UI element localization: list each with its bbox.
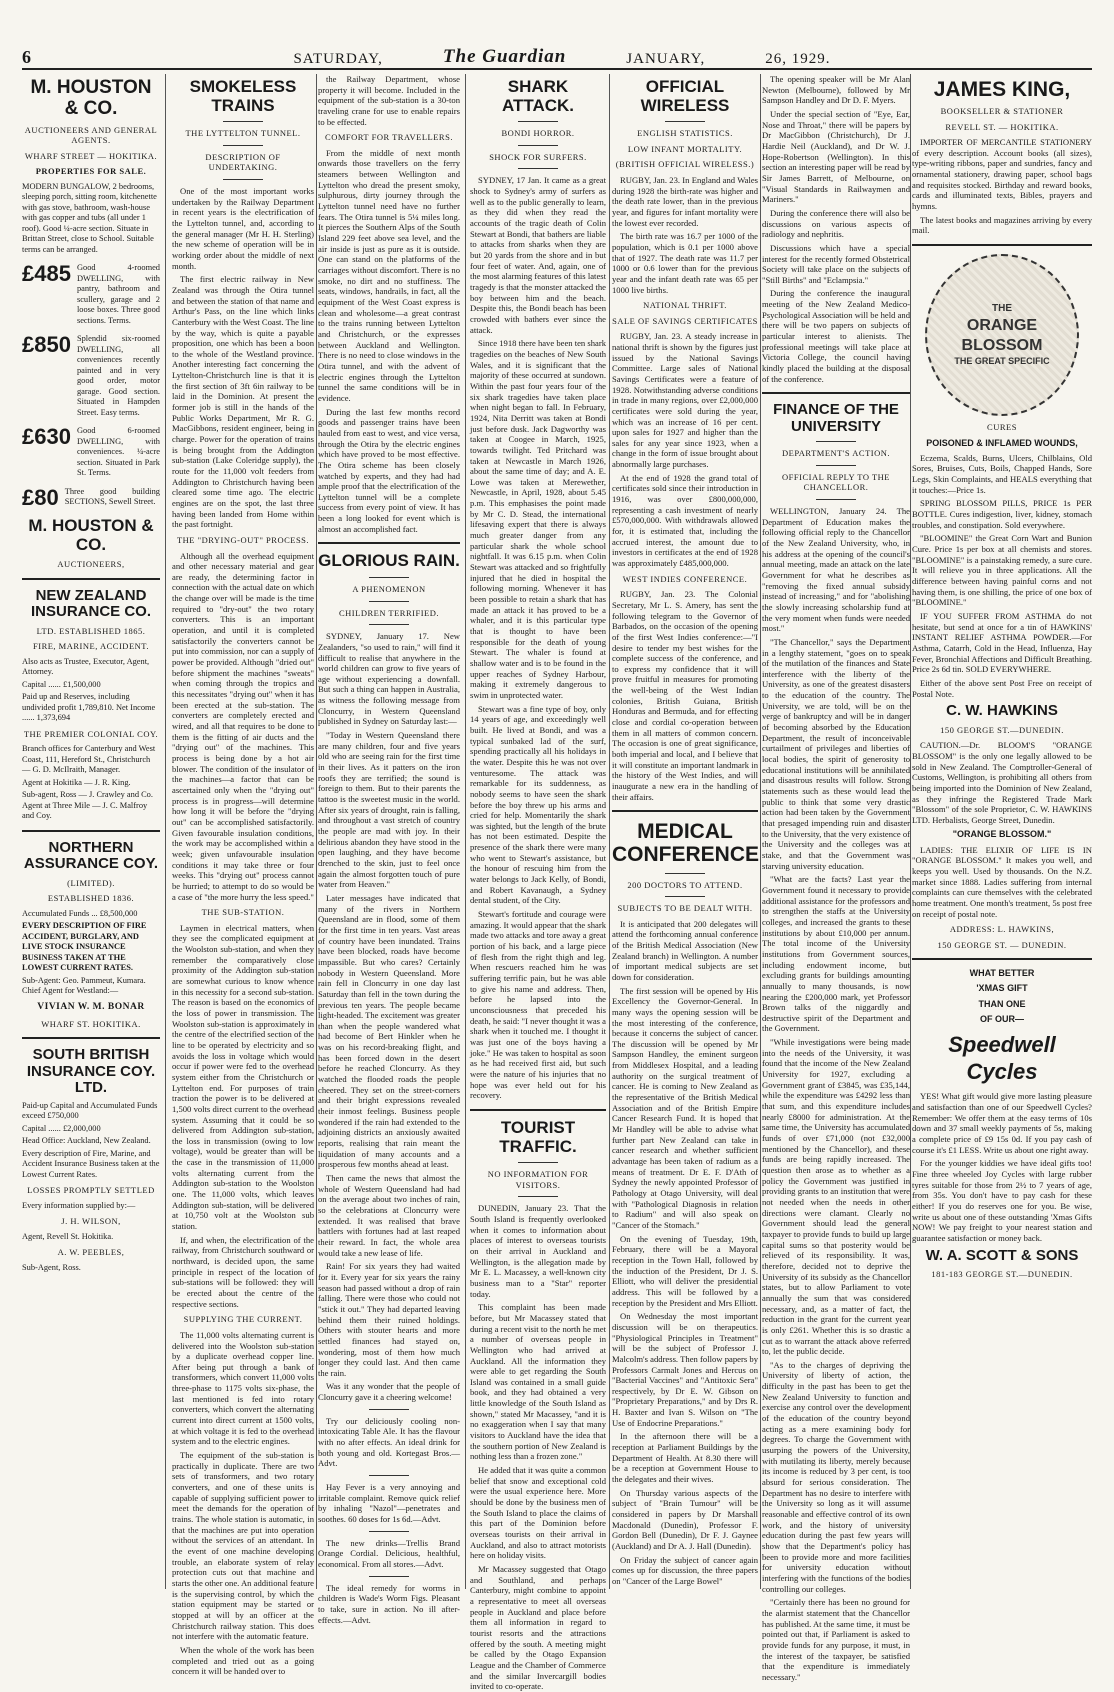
ad-gift-line: WHAT BETTER: [969, 968, 1035, 979]
article-paragraph: WELLINGTON, January 24. The Department of Education makes the following official reply to the Chancellor of the New Zealand University, who, in his address at the opening of the council's annual meeting, made an attack on the late Government for what he describes as "removing the fixed annual subsidy instead of increasing," and for "abolishing the slowly increasing scholarship fund at the very moment when funds were needed most.": [762, 505, 910, 634]
article-subhead: 200 DOCTORS TO ATTEND.: [627, 879, 743, 890]
article-paragraph: From the middle of next month onwards those travellers on the ferry steamers between Wellington and Lyttelton who dread the present smoky, sulphurous, dirty journey through the Lyttelton tunnel need have no further fears. The Otira tunnel is 5¼ miles long. It pierces the Southern Alps of the South Island 229 feet above sea level, and the air inside is just as pure as it is outside. One can stand on the platforms of the carriages without discomfort. There is no smoke, no dirt and no stuffiness. The seats, windows, handrails, in fact, all the equipment of the West Coast express is clean and wholesome—a great contrast to the trains running between Lyttelton and Christchurch, or the expresses between Auckland and Wellington. There is no need to close windows in the Otira tunnel, and with the advent of electric engines through the Lyttelton tunnel the same conditions will be in evidence.: [318, 147, 460, 403]
ad-nz-insurance-agent: Agent at Hokitika — J. R. King.: [22, 777, 131, 787]
logo-text-bottom: THE GREAT SPECIFIC: [954, 355, 1050, 366]
article-paragraph: During the last few months record goods and passenger trains have been hauled from east to west, and vice versa, through the Otira by the electric engines which have proved to be most effective. The Otira scheme has been closely watched by experts, and they had had ample proof that the electrification of the Lyttelton tunnel will be a complete success from every point of view. It has been a long looked for event which is almost an accomplished fact.: [318, 406, 460, 534]
column-divider: [760, 74, 761, 1589]
ad-address: 150 GEORGE ST. — DUNEDIN.: [937, 939, 1067, 950]
article-paragraph: Under the special section of "Eye, Ear, Nose and Throat," there will be papers by Dr MacGibbon (Christchurch), Dr J. Hardie Neil (Auckland), and Dr W. J. Hope-Robertson (Wellington). In this section an interesting paper will be read by Sir James Barrett, of Melbourne, on "Visual Standards in Railwaymen and Mariners.": [762, 108, 910, 205]
ad-james-king-title: JAMES KING,: [933, 78, 1071, 101]
ad-property-80: [22, 484, 160, 510]
article-paragraph: Was it any wonder that the people of Cloncurry gave it a cheering welcome!: [318, 1381, 460, 1403]
article-title: OFFICIAL WIRELESS: [640, 77, 730, 115]
ad-nz-insurance-branch: Branch offices for Canterbury and West Coast, 111, Hereford St., Christchurch — G. D. McIlraith, Manager.: [22, 744, 156, 775]
article-paragraph: The first electric railway in New Zealand was through the Otira tunnel and between the station of that name and Arthur's Pass, on the line which links Canterbury with the West Coast. The line by the way, which is quite a payable proposition, one which has been a boon to the whole of the Westland province. Another interesting fact concerning the Lyttelton-Christchurch line is that it is the first section of 3ft 6in railway to be laid in the Dominion. At present the former job is still in the hands of the Public Works Department, Mr R. G. MacGibbons, resident engineer, being in charge. Power for the operation of trains is being brought from the Addington sub-station (Lake Coleridge supply), the route for the 11,000 volt feeders from Addington to Christchurch having been cleared some time ago. The electric engines are on the spot, the last three having been landed from Home within the past fortnight.: [172, 274, 314, 530]
article-paragraph: SYDNEY, 17 Jan. It came as a great shock to Sydney's army of surfers as well as to the public generally to learn, as they did when they read the accounts of the tragic death of Colin Stewart at Bondi, that bathers are liable to attacks from sharks when they are but 20 yards from the shore and in but four feet of water. And, again, one of the most alarming features of this latest tragedy is that the monster attacked the boy between him and the beach. Despite this, the Bondi beach has been crowded with bathers ever since the attack.: [470, 175, 606, 335]
ad-speedwell-title: Speedwell Cycles: [948, 1031, 1056, 1085]
price-630-text: Good 6-roomed DWELLING, with conveniences. ¼-acre section. Situated in Park St. Terms.: [76, 426, 160, 478]
article-paragraph: The 11,000 volts alternating current is delivered into the Woolston sub-station by a duplicate overhead copper line. After being put through a bank of transformers, which convert 11,000 volts three-phase to 1175 volts six-phase, the last mentioned is fed into rotary converters, which convert the alternating current into direct current at 1500 volts, at which voltage it is fed to the overhead system and to the electric engines.: [172, 1329, 314, 1447]
ad-northern-est: ESTABLISHED 1836.: [47, 893, 135, 904]
ad-northern-agent: VIVIAN W. M. BONAR: [37, 1001, 145, 1012]
article-paragraph: Stewart was a fine type of boy, only 14 years of age, and exceedingly well built. He lived at Bondi, and was a typical sunbaked lad of the surf, spending practically all his holidays in the water. Despite this he was not over venturesome. The attack was remarkable for its suddenness, as nobody seems to have seen the shark before the boy threw up his arms and cried for help. Momentarily the shark was sighted, but the length of the brute has not been estimated. Despite the presence of the shark there were many who went to Stewart's assistance, but the honour of rescuing him from the water belongs to Jack Kelly, of Bondi, and Robert Kavanaugh, a Sydney dental student, of the City.: [470, 703, 606, 906]
article-paragraph: Rain! For six years they had waited for it. Every year for six years the rainy season had passed without a drop of rain falling. There were those who could not "stick it out." They had departed leaving behind them their ruined holdings. Others with stouter hearts and more settled finances had stayed on, wondering, most of them how much longer they could last. And then came the rain.: [318, 1261, 460, 1378]
advert-paragraph: The ideal remedy for worms in children is Wade's Worm Figs. Pleasant to take, sure in action. No ill after-effects.—Advt.: [318, 1582, 460, 1625]
ad-property-850: [22, 334, 160, 418]
ad-address-label: ADDRESS: L. HAWKINS,: [949, 924, 1055, 935]
ad-south-british-losses: LOSSES PROMPTLY SETTLED: [27, 1185, 155, 1196]
ad-scott-title: W. A. SCOTT & SONS: [925, 1246, 1079, 1264]
price-630: £630: [22, 424, 71, 450]
article-paragraph: The equipment of the sub-station is practically in duplicate. There are two sets of transformers, and two rotary converters, and one of these units is capable of supplying sufficient power to meet the demands for the operation of trains. The whole station is automatic, in that the machines are put into operation without the services of an attendant. In the event of one machine developing trouble, an elaborate system of relay protection cuts out that machine and starts the other one. An additional feature is the supervising control, by which the station equipment may be started or stopped at will by an officer at the Christchurch railway station. This does not interfere with the automatic feature.: [172, 1450, 314, 1642]
ad-james-king-address: REVELL ST. — HOKITIKA.: [945, 121, 1059, 132]
column-divider: [316, 74, 317, 1589]
ad-nz-insurance-premier: THE PREMIER COLONIAL COY.: [23, 728, 159, 739]
ad-ladies-text: LADIES: THE ELIXIR OF LIFE IS IN "ORANGE BLOSSOM." It makes you well, and keeps you well. Used by thousands. On the N.Z. market since 1888. Ladies suffering from internal complaints can cure themselves with the celebrated home treatment. One month's treatment, 5s post free on receipt of postal note.: [912, 844, 1092, 919]
article-subhead: (BRITISH OFFICIAL WIRELESS.): [615, 159, 755, 170]
price-485: £485: [22, 261, 71, 287]
ad-james-king-text: The latest books and magazines arriving by every mail.: [912, 214, 1092, 236]
article-paragraph: RUGBY, Jan. 23. The Colonial Secretary, Mr L. S. Amery, has sent the following telegram to the Governor of Barbados, on the occasion of the opening of the first West Indies conference:—"I desire to tender my best wishes for the complete success of the conference, and to express my confidence that it will prove fruitful in measures for promoting the well-being of the West Indian colonies, British Guiana, British Honduras and Bermuda, and for effecting close and cordial co-operation between them in all matters of common concern. The occasion is one of great significance, both imperial and local, and I believe that it will constitute an important landmark in the history of the West Indies, and will inaugurate a new era in the handling of their affairs.: [612, 589, 758, 802]
advert-paragraph: The new drinks—Trellis Brand Orange Cordial. Delicious, healthful, economical. From all stores.—Advt.: [318, 1537, 460, 1569]
price-850: £850: [22, 332, 71, 358]
ad-south-british-info: Every information supplied by:—: [22, 1200, 136, 1210]
article-paragraph: "As to the charges of depriving the University of liberty of action, the difficulty in the past has been to get the New Zealand University to function and exercise any control over the development of the education of the country beyond acting as a mere examining body for degrees. To charge the Government with usurping the powers of the University, with mutilating its liberty, merely because its income is reduced by 3 per cent, is too absurd for serious consideration. The Department has no desire to interfere with the University so long as it will assume reasonable and effective control of its own work, and the history of university education during the past few years will show that the Department's policy has been to provide more and more facilities for university education without interfering with the functions of the bodies controlling our colleges.: [762, 1359, 910, 1594]
article-paragraph: He added that it was quite a common belief that snow and exceptional cold were the usual experience here. More should be done by the business men of the South Island to place the claims of this part of the Dominion before overseas tourists on their arrival in Auckland, and also to attract motorists here on holiday visits.: [470, 1465, 606, 1561]
ad-northern-ltd: (LIMITED).: [67, 877, 115, 888]
article-subhead: BONDI HORROR.: [501, 128, 575, 139]
ad-south-british-office: Head Office: Auckland, New Zealand.: [22, 1136, 151, 1146]
ad-northern-funds: Accumulated Funds ... £8,500,000: [22, 908, 138, 918]
ad-hawkins-address: 150 GEORGE ST.—DUNEDIN.: [940, 724, 1064, 735]
article-paragraph: RUGBY, Jan. 23. In England and Wales during 1928 the birth-rate was higher and the death rate lower, than in the previous year, and figures for infant mortality were the lowest ever recorded.: [612, 174, 758, 228]
article-subhead: THE SUB-STATION.: [201, 907, 285, 918]
masthead-month: JANUARY,: [626, 51, 706, 67]
logo-text-main: ORANGE BLOSSOM: [961, 316, 1043, 354]
article-paragraph: Mr Macassey suggested that Otago and Southland, and perhaps Canterbury, might combine to appoint a representative to meet all overseas people in Auckland and place before them all information in regard to tourist resorts and the attractions offered by the south. A meeting might be called by the Otago Expansion League and the Chamber of Commerce and the similar Invercargill bodies invited to co-operate.: [470, 1563, 606, 1692]
ad-gift-line: THAN ONE: [978, 998, 1026, 1009]
article-subhead: COMFORT FOR TRAVELLERS.: [325, 132, 453, 143]
ad-houston-address: WHARF STREET — HOKITIKA.: [24, 150, 158, 161]
ad-nz-insurance-est: LTD. ESTABLISHED 1865.: [36, 625, 146, 636]
masthead-date: 26, 1929.: [765, 51, 831, 67]
ad-northern-address: WHARF ST. HOKITIKA.: [41, 1018, 141, 1029]
ad-south-british-desc: Every description of Fire, Marine, and Accident Insurance Business taken at the Lowest Current Rates.: [22, 1148, 160, 1179]
article-university-finance-column: [762, 74, 910, 1682]
column-divider: [165, 74, 166, 1589]
ad-houston-title: M. HOUSTON & CO.: [30, 77, 152, 119]
ad-south-british-agent1-loc: Agent, Revell St. Hokitika.: [22, 1231, 114, 1241]
ad-property-630: [22, 426, 160, 479]
ad-property-1: MODERN BUNGALOW, 2 bedrooms, sleeping porch, sitting room, kitchenette with gas stove, bathroom, wash-house with gas copper and tubs (all under 1 roof). Good ¼-acre section. Situate in Brittan Street, close to School. Suitable terms can be arranged.: [22, 181, 157, 254]
article-subhead: SHOCK FOR SURFERS.: [489, 151, 587, 162]
article-paragraph: Although all the overhead equipment and other necessary material and gear are ready, the determining factor in connection with the actual date on which the change over will be made is the time required to "dry-out" the two rotary converters. This is an important operation, and until it is completed satisfactorily the converters cannot be put into commission, nor can a supply of power be provided. Although "dried out" before shipment the machines "sweats" when coming through the tropics and this necessitates "drying out" when it has been erected at the sub-station. The converters are completely erected and wired, and all that requires to be done to them is the fitting of air ducts and the "drying out" of the machines. This process is being done by a hot air blower. The condition of the insulator of the machines—a factor that can be ascertained only when the "drying out" process is in progress—will determine how long it will be before the "drying out" can be accomplished satisfactorily. Given favourable insulation conditions, the work may be accomplished within a week; given unfavourable insulation conditions it may take three or four weeks. This "drying out" process cannot be hurried; to attempt to do so would be a case of "the more hurry the less speed.": [172, 550, 314, 902]
article-paragraph: On Thursday various aspects of the subject of "Brain Tumour" will be considered in papers by Dr Marshall Macdonald (Dunedin), Professor F. Gordon Bell (Dunedin), Dr F. J. Gaynee (Auckland) and Dr A. J. Hall (Dunedin).: [612, 1487, 758, 1551]
article-subhead: SALE OF SAVINGS CERTIFICATES: [612, 315, 758, 326]
article-subhead: NO INFORMATION FOR VISITORS.: [487, 1169, 589, 1190]
article-paragraph: Later messages have indicated that many of the rivers in Northern Queensland are in flood, some of them for the first time in ten years. Vast areas of country have been inundated. Trains have been blocked, roads have become impassible. But who cares? Certainly nobody in Western Queensland. More rain fell in Cloncurry in one day last Saturday than fell in the town during the previous ten years. The people became light-headed. The excitement was greater than when the people wandered what had become of Bert Hinkler when he was on his record-breaking flight, and has been forced down in the desert before he reached Cloncurry. As they watched the flooded roads the people cheered. They set on the street-corners and their bright expressions revealed their inmost feelings. Business people wondered if the rain had extended to the adjoining districts an anxiously awaited reports, realising that rain meant the liquidation of many accounts and a prosperous few months ahead at least.: [318, 892, 460, 1170]
article-title: SHARK ATTACK.: [501, 77, 575, 115]
article-paragraph: This complaint has been made before, but Mr Macassey stated that during a recent visit to the north he met a number of overseas people in Wellington who had arrived at Auckland. All the information they were able to get regarding the South Island was contained in a small guide book, and they had obtained a very little knowledge of the South Island as shown," stated Mr Macassey, "and it is no exaggeration when I say that many visitors to Auckland have the idea that the southern portion of New Zealand is nothing less than a frozen zone.": [470, 1302, 606, 1462]
ad-nz-insurance-also: Also acts as Trustee, Executor, Agent, Attorney.: [22, 656, 150, 677]
article-paragraph: During the conference there will also be discussions on various aspects of radiology and nephritis.: [762, 207, 910, 240]
ad-south-british-agent1: J. H. WILSON,: [61, 1216, 121, 1227]
ad-bloomine-text: "BLOOMINE" the Great Corn Wart and Bunion Cure. Price 1s per box at all chemists and stores. "BLOOMINE" is a painstaking remedy, a sure cure. It will relieve you in three applications. All the difference between having painful corns and not having them, is one shilling, the price of one box of "BLOOMINE.": [912, 533, 1092, 608]
article-subhead: LOW INFANT MORTALITY.: [627, 143, 743, 154]
ad-james-king-text: IMPORTER OF MERCANTILE STATIONERY of every description. Account books (all sizes), type-writing ribbons, paper and sundries, fancy and ornamental stationery, drawing paper, school bags and requisites stocked. Birthday and reward books, cards and illuminated texts, Bibles, prayers and hymns.: [912, 137, 1092, 212]
article-paragraph: Stewart's fortitude and courage were amazing. It would appear that the shark made two attacks and tore away a great portion of his back, and a large piece of flesh from the right thigh and leg. When rescuers reached him he was suffering terrific pain, but he was able to give his name and address. Then, before he lapsed into the unconsciousness that preceded his death, he said: "I never thought it was a shark when it touched me. I thought it was just one of the boys having a joke." He was taken to hospital as soon as he had received first aid, but such were the nature of his injuries that no hope was ever held out for his recovery.: [470, 909, 606, 1101]
article-subhead: DEPARTMENT'S ACTION.: [782, 448, 890, 459]
column-shop-ads: [912, 74, 1092, 1589]
article-glorious-rain-column: [318, 74, 460, 1625]
article-paragraph: "While investigations were being made into the needs of the University, it was found that the income of the New Zealand University for 1927, excluding a Government grant of £3845, was £35,144, while the expenditure was £4292 less than that sum, and this expenditure includes nearly £8000 for administration. At the same time, the University has accumulated funds of over £71,000 (not £32,000 mentioned by the Chancellor), and these funds are being rapidly increased. The question then arose as to whether as a policy the Government was justified in providing grants to an institution that were not needed when the needs in other directions were clamant. Clearly no Government should lead the general taxpayer to provide funds to build up large capital sums so that posterity would be relieved of its responsibility. It was, therefore, decided not to deprive the University of its subsidy as the Chancellor states, but to allow Parliament to vote annually the sum that was considered necessary, and, as a matter of fact, the reduction in the grant for the current year is only £261. Whether this is so drastic a cut as to warrant the attack above referred to, let the public decide.: [762, 1037, 910, 1357]
ad-property-485: [22, 263, 160, 326]
ad-cures: CURES: [987, 422, 1017, 433]
advert-paragraph: Hay Fever is a very annoying and irritable complaint. Remove quick relief by inhaling "Nazol"—penetrates and soothes. 60 doses for 1s 6d.—Advt.: [318, 1482, 460, 1525]
article-subhead: SUPPLYING THE CURRENT.: [183, 1314, 303, 1325]
logo-text-top: THE: [992, 303, 1012, 315]
article-paragraph: Then came the news that almost the whole of Western Queensland had had on the average about two inches of rain, so the celebrations at Cloncurry were extended. It was realised that brave battlers with fortunes had at last reaped their reward. In fact, the whole area would take a new lease of life.: [318, 1173, 460, 1258]
column-divider: [465, 74, 466, 1589]
ad-south-british-capital: Capital ...... £2,000,000: [22, 1123, 101, 1133]
column-houston-ads: [22, 74, 160, 1589]
masthead-day: SATURDAY,: [293, 51, 383, 67]
ad-nz-insurance-capital: Capital ...... £1,500,000: [22, 679, 101, 689]
ad-properties-head: PROPERTIES FOR SALE.: [35, 166, 147, 177]
price-850-text: Splendid six-roomed DWELLING, all conveniences recently painted and in very good order, motor garage. Good section. Situated in Hampden Street. Easy terms.: [76, 334, 160, 417]
ad-speedwell-text: For the younger kiddies we have ideal gifts too! Fine three wheeled Joy Cycles with large rubber tyres suitable for those from 2½ to 7 years of age, from 35s. You don't have to pay cash for these either! If you do reserves one for you. Be wise, write us about one of these outstanding 'Xmas Gifts NOW! We pay freight to your nearest station and guarantee satisfaction or money back.: [912, 1158, 1092, 1243]
article-paragraph: In the afternoon there will be a reception at Parliament Buildings by the Department of Health. At 8.30 there will be a reception at Government House to the delegates and their wives.: [612, 1431, 758, 1485]
ad-speedwell-text: YES! What gift would give more lasting pleasure and satisfaction than one of our Speedwell Cycles? Remember: We offer them at the easy terms of 10s down and 37 small weekly payments of 5s, making a complete price of £9 15s 0d. If you pay cash of course it's £1 LESS. Write us about one right away.: [912, 1091, 1092, 1155]
price-80-text: Three good building SECTIONS, Sewell Street.: [64, 486, 160, 507]
ad-caution-text: CAUTION.—Dr. BLOOM'S "ORANGE BLOSSOM" is the only one legally allowed to be sold in New Zealand. The Comptroller-General of Customs, Wellington, is prohibiting all others from being imported into the Dominion of New Zealand, as they infringe the Registered Trade Mark "Blossom" of the sole Proprietor, C. W. HAWKINS LTD. Herbalists, George Street, Dunedin.: [912, 740, 1092, 825]
article-paragraph: It is anticipated that 200 delegates will attend the forthcoming annual conference of the British Medical Association (New Zealand branch) in Wellington. A number of important medical subjects are set down for consideration.: [612, 918, 758, 982]
price-80: £80: [22, 484, 59, 510]
ad-south-british-paid: Paid-up Capital and Accumulated Funds exceed £750,000: [22, 1100, 158, 1121]
article-paragraph: Since 1918 there have been ten shark tragedies on the beaches of New South Wales, and it is significant that the majority of these occurred at sundown. Within the past four years four of the six shark tragedies have taken place when night began to fall. In February, 1924, Nita Derritt was taken at Bondi just before dusk. Jack Dagworthy was taken at Coogee in March, 1925, towards twilight. Ted Pritchard was taken at Newcastle in March 1926, about the same time of day; and A. E. Lowe was taken at Merewether, Newcastle, in April, 1928, about 5.45 p.m. This emphasises the point made by Mr C. D. Stead, the international lifesaving expert that there is always much greater danger from any particular shark the whole school nightfall. It was 6.15 p.m. when Colin Stewart was attacked and so frightfully injured that he died in hospital the following morning. Whenever it has been possible to retain a shark that has made an attack it has proved to be a whaler, and it is this particular type that is thought to have been responsible for the death of young Stewart. The whaler is found at shallow water and is to be found in the upper reaches of Sydney Harbour, making it extremely dangerous to swim in unprotected water.: [470, 338, 606, 700]
advert-paragraph: Try our deliciously cooling non-intoxicating Table Ale. It has the flavour with no after effects. An ideal drink for both young and old. Kortegast Bros.—Advt.: [318, 1415, 460, 1469]
ad-james-king-sub: BOOKSELLER & STATIONER: [940, 106, 1064, 117]
masthead-paper-title: The Guardian: [442, 46, 567, 67]
article-smokeless-trains: [172, 74, 314, 1677]
article-paragraph: On Wednesday the most important discussion will be on therapeutics. "Physiological Principles in Treatment" will be the subject of Professor J. Malcolm's address. Then follow papers by Professors Carmalt Jones and Hercus on "Bacterial Vaccines" and "Antitoxic Sera" respectively, by Dr E. W. Gibson on "Proprietary Preparations," and by Drs R. H. Baxter and Ivan S. Wilson on "The Use of Endocrine Preparations.": [612, 1311, 758, 1428]
article-shark-attack-column: [470, 74, 606, 1692]
article-paragraph: The opening speaker will be Mr Alan Newton (Melbourne), followed by Mr Sampson Handley and Dr D. F. Myers.: [762, 74, 910, 106]
ad-nz-insurance-paid: Paid up and Reserves, including undivided profit 1,789,810. Net Income ...... 1,373,694: [22, 692, 156, 723]
ad-postal-text: Either of the above sent Post Free on receipt of Postal Note.: [912, 677, 1092, 699]
ad-nz-insurance-types: FIRE, MARINE, ACCIDENT.: [33, 641, 149, 652]
article-paragraph: During the conference the inaugural meeting of the New Zealand Medico-Psychological Association will be held and there will be two papers on subjects of particular interest to alienists. The professional meetings will take place at Victoria College, the council having kindly placed the building at the disposal of the conference.: [762, 288, 910, 384]
ad-south-british-agent2: A. W. PEEBLES,: [57, 1247, 125, 1258]
article-paragraph: "Certainly there has been no ground for the alarmist statement that the Chancellor has published. At the same time, it must be pointed out that, if Parliament is asked to provide funds for any purpose, it must, in the interest of the taxpayer, be satisfied that the expenditure is immediately necessary.": [762, 1597, 910, 1682]
article-paragraph: On Friday the subject of cancer again comes up for discussion, the three papers on "Cancer of the Large Bowel": [612, 1554, 758, 1586]
article-subhead: SUBJECTS TO BE DEALT WITH.: [617, 903, 753, 914]
article-title: MEDICAL CONFERENCE: [612, 820, 760, 867]
article-subhead: WEST INDIES CONFERENCE.: [622, 573, 748, 584]
price-485-text: Good 4-roomed DWELLING, with pantry, bathroom and scullery, garage and 2 loose boxes. Three good sections. Terms.: [76, 263, 160, 325]
ad-nz-insurance-title: NEW ZEALAND INSURANCE CO.: [30, 586, 151, 621]
article-paragraph: SYDNEY, January 17. New Zealanders, "so used to rain," will find it difficult to realise that anywhere in the world children can grow to five years of age without experiencing a downfall. But such a thing can happen in Australia, as witness the following message from Cloncurry, in Western Queensland published in Sydney on Saturday last:—: [318, 631, 460, 727]
article-paragraph: the Railway Department, whose property it will become. Included in the equipment of the sub-station is a 30-ton traveling crane for use to enable repairs to be effected.: [318, 74, 460, 127]
ad-asthma-text: IF YOU SUFFER FROM ASTHMA do not hesitate, but send at once for a tin of HAWKINS' INSTANT RELIEF ASTHMA POWDER.—For Asthma, Catarrh, Cold in the Head, Influenza, Hay Fever, Bronchial Affections and Difficult Breathing. Price 2s 6d tin. SOLD EVERYWHERE.: [912, 610, 1092, 675]
ad-gift-line: 'XMAS GIFT: [976, 983, 1028, 994]
article-paragraph: Laymen in electrical matters, when they see the complicated equipment at the Woolston sub-station, and when they remember the comparatively close proximity of the Addington sub-station are somewhat curious to know whence in this necessity for a second sub-station. The reason is based on the economics of the loss of power in transmission. The Woolston sub-station is approximately in the centre of the electrified section of the line to be operated by electricity and so avoids the loss in voltage which would occur if power were fed to the overhead system either from the Christchurch or Lyttelton end. For purposes of train traction the power is to be delivered at 1,500 volts direct current to the overhead system. Assuming that it could be so delivered from Addington sub-station, the loss in transmission (owing to low voltage), would be greater than will be the case in the transmission of 11,000 volts alternating current from the Addington sub-station to the Woolston one. The 11,000 volts, which leaves Addington sub-station, will be delivered at 10,750 volt at the Woolston sub station.: [172, 922, 314, 1232]
article-paragraph: When the whole of the work has been completed and tried out as a going concern it will be handed over to: [172, 1644, 314, 1677]
article-title: SMOKELESS TRAINS: [189, 77, 297, 115]
ad-nz-insurance-subagents: Sub-agent, Ross — J. Crawley and Co. Agent at Three Mile — J. C. Malfroy and Coy.: [22, 790, 153, 821]
article-subhead: A PHENOMENON: [352, 584, 426, 595]
article-paragraph: At the end of 1928 the grand total of certificates sold since their introduction in 1916, was over £800,000,000, representing a cash investment of nearly £570,000,000. With withdrawals allowed for, it is estimated that, including the accrued interest, the amount due to investors in certificates at the end of 1928 was approximately £485,000,000.: [612, 472, 758, 569]
article-subhead: NATIONAL THRIFT.: [643, 300, 727, 311]
article-paragraph: DUNEDIN, January 23. That the South Island is frequently overlooked when it comes to information about places of interest to overseas tourists on their arrival in Auckland and Wellington, is the allegation made by Mr E. L. Macassey, a well-known city business man to a "Star" reporter today.: [470, 1203, 606, 1299]
article-paragraph: RUGBY, Jan. 23. A steady increase in national thrift is shown by the figures just issued by the National Savings Committee. Large sales of National Savings Certificates were a feature of 1928. Notwithstanding adverse conditions in trade in many regions, over £2,000,000 certificates were sold during the year, which was an increase of 16 per cent. upon sales for 1927 and higher than the sales for any year since 1923, when a change in the form of issue brought about abnormally large purchases.: [612, 331, 758, 470]
orange-blossom-logo-icon: [925, 254, 1079, 416]
masthead: [22, 38, 1092, 70]
column-divider: [910, 74, 911, 1589]
article-title: GLORIOUS RAIN.: [318, 551, 460, 571]
article-subhead: ENGLISH STATISTICS.: [637, 128, 733, 139]
ad-cures-head: POISONED & INFLAMED WOUNDS,: [926, 437, 1078, 448]
article-subhead: DESCRIPTION OF UNDERTAKING.: [205, 151, 281, 173]
ad-scott-address: 181-183 GEORGE ST.—DUNEDIN.: [931, 1269, 1073, 1280]
ad-houston-desc: AUCTIONEERS AND GENERAL AGENTS.: [24, 124, 158, 146]
article-subhead: THE LYTTELTON TUNNEL.: [185, 128, 301, 139]
page-number: 6: [22, 47, 32, 67]
masthead-center: [293, 46, 830, 68]
article-subhead: CHILDREN TERRIFIED.: [338, 607, 439, 618]
ad-orange-blossom-label: "ORANGE BLOSSOM.": [952, 829, 1052, 840]
ad-houston-desc-2: AUCTIONEERS,: [57, 559, 125, 570]
ad-northern-desc: EVERY DESCRIPTION OF FIRE ACCIDENT, BURGLARY, AND LIVE STOCK INSURANCE BUSINESS TAKEN AT THE LOWEST CURRENT RATES.: [22, 921, 147, 973]
article-official-wireless-column: [612, 74, 758, 1589]
ad-northern-title: NORTHERN ASSURANCE COY.: [23, 838, 159, 873]
column-divider: [609, 74, 610, 1589]
ad-south-british-agent2-loc: Sub-Agent, Ross.: [22, 1262, 81, 1272]
article-subhead: THE "DRYING-OUT" PROCESS.: [176, 534, 310, 545]
ad-houston-title-2: M. HOUSTON & CO.: [28, 515, 154, 554]
ad-gift-line: OF OUR—: [980, 1013, 1024, 1024]
article-paragraph: The first session will be opened by His Excellency the Governor-General. In many ways the opening session will be the most interesting of the conference, because it concerns the subject of cancer. The discussion will be opened by Mr Sampson Handley, the eminent surgeon from Middlesex Hospital, and a leading authority on the surgical treatment of cancer. He is coming to New Zealand as the representative of the British Medical Association and of the British Empire Cancer Research Fund. It is hoped that Mr Handley will be able to advise what further part New Zealand can take in cancer research and whether sufficient advantage has been taken of radium as a means of treatment. Dr E. F. D'Ath of Sydney the newly appointed Professor of Pathology at Otago University, will deal with "Pathological Diagnosis in relation to Radium" and will also speak on "Cancer of the Stomach.": [612, 985, 758, 1230]
ad-northern-subagent: Sub-Agent: Geo. Pammeut, Kumara. Chief Agent for Westland:—: [22, 975, 146, 996]
article-title: FINANCE OF THE UNIVERSITY: [773, 401, 899, 435]
article-paragraph: On the evening of Tuesday, 19th, February, there will be a Mayoral reception in the Town Hall, followed by the induction of the President, Dr J. S. Elliott, who will deliver the presidential address. This will be followed by a reception by the President and Mrs Elliott.: [612, 1233, 758, 1308]
ad-hawkins-title: C. W. HAWKINS: [946, 702, 1058, 720]
ad-spring-blossom-text: SPRING BLOSSOM PILLS, PRICE 1s PER BOTTLE. Cures indigestion, liver, kidney, stomach troubles, and constipation. Sold everywhere.: [912, 498, 1092, 530]
article-paragraph: Discussions which have a special interest for the recently formed Obstetrical Society will take place on the subjects of "Still Births" and "Eclampsia.": [762, 242, 910, 285]
article-paragraph: "Today in Western Queensland there are many children, four and five years old who are seeing rain for the first time in their lives. As it patters on the iron roofs they are terrified; the sound is foreign to them. But to their parents the tattoo is the sweetest music in the world. After six years of drought, rain is falling, and throughout a vast stretch of country the people are mad with joy. In their delirious abandon they have stood in the open laughing, and they have become drenched to the skin, just to feel once again the almost forgotten touch of pure water from Heaven.": [318, 730, 460, 890]
article-subhead: OFFICIAL REPLY TO THE CHANCELLOR.: [782, 471, 890, 493]
article-paragraph: "The Chancellor," says the Department in a lengthy statement, "goes on to speak of the mutilation of the finances and State interference with the liberty of the University, as one of the greatest disasters to the education of the country. The University, we are told, will be on the verge of bankruptcy and will be in danger of becoming absorbed by the Education Department, the result of inconceivable curtailment of privileges and liberties of local bodies, the spirit of generosity to educational institutions will be annihilated and disastrous results will follow. Strong statements such as these would lead the public to think that some very drastic action had been taken by the Government that presaged impending ruin and disaster to the University, that the very existence of the University and the colleges was at stake, and that the Government was starving university education.: [762, 636, 910, 871]
article-paragraph: If, and when, the electrification of the railway, from Christchurch southward or northward, is decided upon, the same principle in respect of the location of sub-stations will be followed: they will be erected about the centre of the respective sections.: [172, 1234, 314, 1309]
article-paragraph: One of the most important works undertaken by the Railway Department in recent years is the electrification of the Lyttelton tunnel, and, according to the general manager (Mr H. H. Sterling) the new scheme of operation will be in working order about the middle of next month.: [172, 185, 314, 271]
article-paragraph: "What are the facts? Last year the Government found it necessary to provide additional assistance for the professors and to strengthen the staffs at the University colleges, and increased the grants to these institutions by about £10,000 per annum. The total income of the University institutions from Government sources, including endowment income, but excluding grants for buildings amounting annually to many thousands, is now nearing the £200,000 mark, yet Professor Brown talks of the niggardly and destructive spirit of the Department and the Government.: [762, 874, 910, 1034]
article-paragraph: The birth rate was 16.7 per 1000 of the population, which is 0.1 per 1000 above that of 1927. The death rate was 11.7 per 1000 or 0.6 lower than for the previous year and the infant death rate was 65 per 1000 live births.: [612, 231, 758, 295]
article-title: TOURIST TRAFFIC.: [499, 1117, 577, 1156]
ad-orange-blossom-text: Eczema, Scalds, Burns, Ulcers, Chilblains, Old Sores, Bruises, Cuts, Boils, Chapped Hands, Sore Legs, Skin Complaints, and HEALS everything that it touches:—Price 1s.: [912, 452, 1092, 495]
ad-south-british-title: SOUTH BRITISH INSURANCE COY. LTD.: [26, 1046, 156, 1097]
